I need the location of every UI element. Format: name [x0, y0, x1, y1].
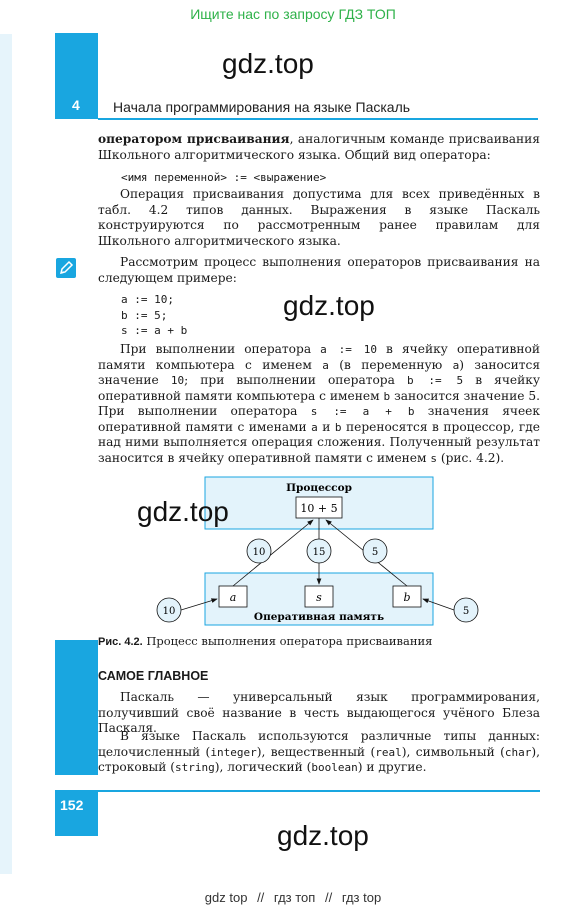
paragraph-1 — [98, 132, 540, 163]
bottom-link[interactable]: гдз top — [341, 890, 382, 905]
text-span: При выполнении оператора — [120, 342, 321, 356]
text-span: ), символьный ( — [401, 744, 505, 759]
type-name: boolean — [311, 761, 358, 774]
caption-label: Рис. 4.2. — [98, 636, 143, 648]
figure-caption — [98, 634, 432, 648]
processor-label: Процессор — [286, 482, 352, 494]
chapter-title: Начала программирования на языке Паскаль — [113, 99, 411, 115]
watermark: gdz.top — [137, 496, 229, 527]
text-span: значения ячеек оперативной памяти с именами — [98, 404, 540, 434]
pencil-icon — [56, 258, 76, 278]
code-span: s — [430, 451, 437, 465]
margin-strip — [0, 34, 12, 874]
cell-label: b — [403, 591, 411, 604]
code-line: a := 10; — [121, 293, 174, 306]
bottom-link[interactable]: gdz top — [204, 890, 248, 905]
paragraph-3: Рассмотрим процесс выполнения операторов присваивания на следующем примере: — [98, 255, 540, 285]
bottom-links — [0, 890, 586, 905]
text-span: ), строковый ( — [98, 744, 540, 774]
code-line: b := 5; — [121, 308, 168, 322]
code-span: 10 — [170, 374, 185, 387]
code-span: a — [311, 420, 318, 434]
caption-text: Процесс выполнения оператора присваивания — [146, 634, 433, 648]
code-span: b := 5 — [406, 374, 464, 387]
text-span: переносятся в процессор, где над ними выполняется операция сложения. Полученный результат заносится в ячейку оперативной памяти с именем — [98, 419, 540, 465]
watermark: gdz.top — [283, 290, 375, 321]
code-span: s := a + b — [310, 405, 415, 418]
link-separator: // — [324, 890, 333, 905]
summary-paragraph-1: Паскаль — универсальный язык программирования, получивший своё название в честь выдающегося учёного Блеза Паскаля. — [98, 690, 540, 735]
code-span: b — [334, 420, 342, 434]
bubble-label: 10 — [162, 606, 176, 617]
code-block — [121, 292, 187, 339]
text-span: заносится значение 5. При выполнении оператора — [98, 388, 540, 418]
top-banner[interactable]: Ищите нас по запросу ГДЗ ТОП — [190, 6, 396, 22]
text-span: ), вещественный ( — [256, 744, 376, 759]
code-line: s := a + b — [121, 324, 188, 337]
code-span: a := 10 — [320, 343, 377, 356]
text-span: ; при выполнении оператора — [184, 373, 407, 387]
text-span: ) заносится значение — [98, 357, 541, 387]
paragraph-2: Операция присваивания допустима для всех приведённых в табл. 4.2 типов данных. Выражения в языке Паскаль конструируются по рассмотренным ранее правилам для Школьного алгоритмического языка. — [98, 187, 540, 248]
summary-heading: САМОЕ ГЛАВНОЕ — [98, 669, 209, 683]
watermark: gdz.top — [277, 820, 369, 851]
summary-tab — [55, 640, 98, 775]
paragraph-4 — [98, 342, 540, 466]
text-span: в ячейку оперативной памяти компьютера с именем — [98, 373, 541, 403]
footer-divider — [55, 790, 540, 792]
cell-label: s — [316, 591, 322, 604]
cell-label: a — [229, 591, 237, 604]
bubble-label: 5 — [462, 606, 470, 617]
processor-value: 10 + 5 — [300, 502, 338, 515]
text-span: ), логический ( — [214, 760, 312, 774]
type-name: char — [504, 745, 532, 759]
code-span: a — [322, 358, 329, 372]
link-separator: // — [257, 890, 265, 905]
syntax-line: <имя переменной> := <выражение> — [121, 171, 327, 184]
type-name: string — [174, 761, 215, 774]
bubble-label: 10 — [252, 547, 266, 558]
code-span: a — [452, 358, 460, 372]
bottom-link[interactable]: гдз топ — [273, 890, 316, 905]
text-span: и — [317, 419, 335, 434]
bubble-label: 15 — [312, 547, 326, 558]
text-span: (в переменную — [328, 357, 453, 372]
watermark: gdz.top — [222, 48, 314, 79]
text-span: (рис. 4.2). — [436, 450, 505, 465]
text-span: ) и другие. — [357, 760, 427, 774]
summary-paragraph-2 — [98, 729, 540, 776]
bubble-label: 5 — [371, 547, 379, 558]
chapter-divider — [98, 118, 538, 120]
term-bold: оператором присваивания — [98, 132, 290, 146]
text-span: в ячейку оперативной памяти компьютера с именем — [98, 342, 540, 372]
chapter-number: 4 — [72, 97, 80, 113]
memory-label: Оперативная память — [253, 611, 385, 623]
text-span: В языке Паскаль используются различные типы данных: целочисленный ( — [98, 729, 540, 759]
page-number: 152 — [60, 797, 84, 813]
code-span: b — [383, 389, 391, 403]
type-name: real — [375, 745, 402, 759]
type-name: integer — [210, 745, 257, 759]
text-span: , аналогичным команде присваивания Школьного алгоритмического языка. Общий вид оператора: — [98, 132, 540, 162]
